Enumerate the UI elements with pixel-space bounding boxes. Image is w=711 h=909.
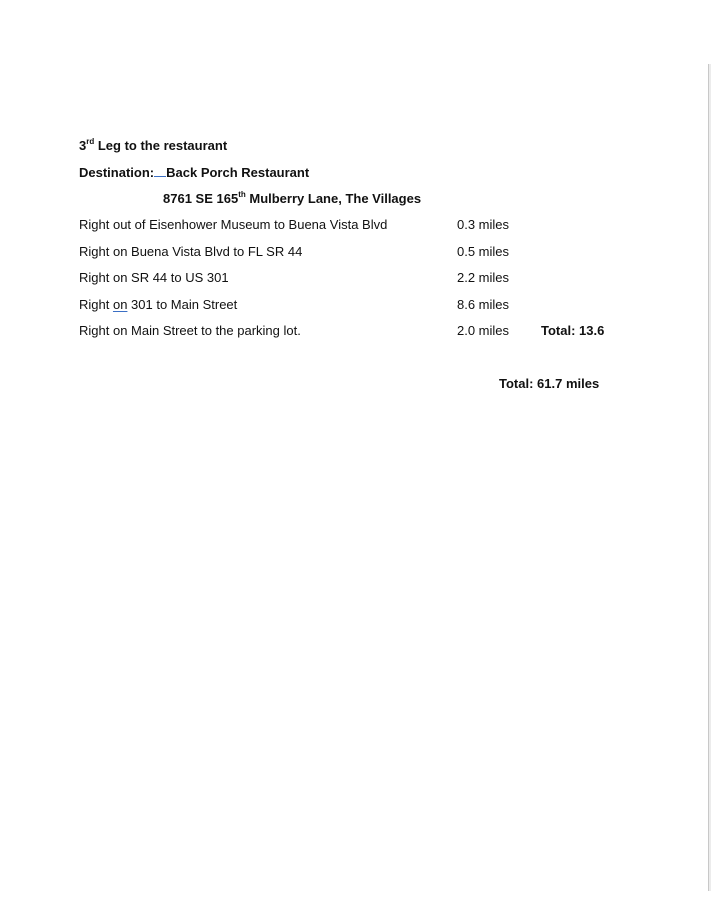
proofing-marked-word: on bbox=[112, 297, 128, 312]
address-suffix: th bbox=[238, 189, 246, 199]
direction-text-start: Right bbox=[79, 297, 113, 312]
direction-text: Right on Main Street to the parking lot. bbox=[79, 323, 301, 338]
direction-distance: 0.5 miles bbox=[457, 244, 510, 259]
destination-line bbox=[79, 164, 309, 181]
direction-distance: 0.3 miles bbox=[457, 217, 510, 232]
direction-text: Right on SR 44 to US 301 bbox=[79, 270, 229, 285]
destination-label: Destination: bbox=[79, 165, 155, 180]
direction-distance: 2.2 miles bbox=[457, 270, 510, 285]
direction-text: Right on Buena Vista Blvd to FL SR 44 bbox=[79, 244, 303, 259]
address-rest: Mulberry Lane, The Villages bbox=[245, 191, 422, 206]
direction-distance: 8.6 miles bbox=[457, 297, 510, 312]
direction-text-end: 301 to Main Street bbox=[127, 297, 238, 312]
leg-heading-text: Leg to the restaurant bbox=[94, 138, 228, 153]
direction-text bbox=[79, 297, 237, 312]
proofing-mark bbox=[154, 164, 166, 177]
direction-distance: 2.0 miles bbox=[457, 323, 510, 338]
direction-text: Right out of Eisenhower Museum to Buena Vista Blvd bbox=[79, 217, 388, 232]
destination-name: Back Porch Restaurant bbox=[166, 165, 310, 180]
leg-number-suffix: rd bbox=[86, 136, 95, 146]
leg-number: 3 bbox=[79, 138, 87, 153]
leg-heading bbox=[79, 138, 227, 154]
leg-total: Total: 13.6 bbox=[541, 323, 605, 338]
destination-address bbox=[163, 191, 421, 207]
address-number: 8761 SE 165 bbox=[163, 191, 239, 206]
grand-total: Total: 61.7 miles bbox=[499, 376, 600, 391]
